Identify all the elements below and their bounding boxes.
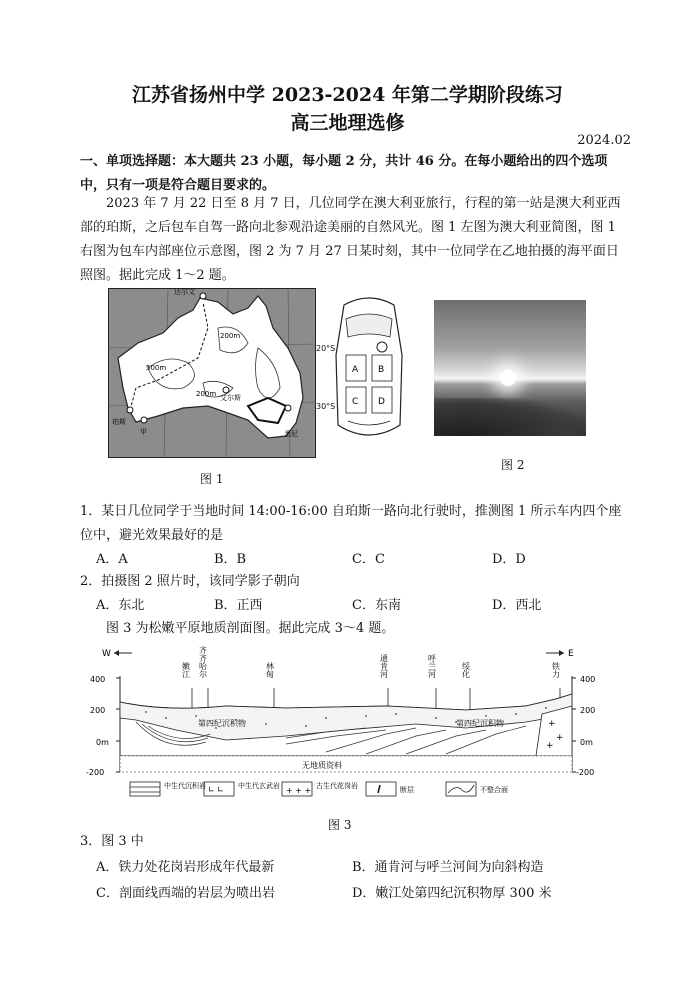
layer-label-3: 无地质资料	[302, 761, 342, 770]
legend-unconformity: 不整合面	[480, 786, 508, 794]
fig2-caption: 图 2	[501, 458, 525, 472]
svg-text:+ + +: + + +	[286, 786, 312, 795]
left-tick-400: 400	[90, 675, 106, 684]
seat-b: B	[378, 365, 385, 375]
legend-mesozoic-sedimentary: 中生代沉积岩	[164, 782, 206, 790]
q1-option-b[interactable]: B．B	[214, 552, 247, 567]
layer-label-2: 第四纪沉积物	[456, 719, 504, 728]
svg-text:∟ ∟: ∟ ∟	[208, 785, 224, 794]
label-c200b: 200m	[196, 390, 217, 398]
left-tick-200: 200	[90, 706, 106, 715]
left-tick-neg200: -200	[86, 768, 105, 777]
paper-subtitle: 高三地理选修	[290, 112, 405, 134]
label-lat30: 30°S	[316, 402, 336, 411]
place-qiqihar: 齐齐哈尔	[198, 646, 208, 678]
seat-d: D	[378, 397, 385, 407]
paper-date: 2024.02	[577, 133, 631, 148]
place-nenjiang: 嫩江	[181, 662, 191, 678]
west-label: W	[102, 649, 111, 659]
right-tick-400: 400	[580, 675, 596, 684]
label-darwin: 达尔文	[174, 288, 195, 296]
legend-paleozoic-granite: 古生代花岗岩	[316, 782, 358, 790]
section-heading: 一、单项选择题：本大题共 23 小题，每小题 2 分，共计 46 分。在每小题给出的四个选项中，只有一项是符合题目要求的。	[80, 154, 608, 193]
legend-mesozoic-basalt: 中生代玄武岩	[238, 782, 280, 790]
geologic-cross-section	[86, 644, 606, 804]
q1-stem: 1．某日几位同学于当地时间 14:00-16:00 自珀斯一路向北行驶时，推测图 1 所示车内四个座位中，避光效果最好的是	[80, 504, 622, 543]
label-sydney: 悉尼	[284, 430, 298, 438]
paper-title: 江苏省扬州中学 2023-2024 年第二学期阶段练习	[132, 84, 563, 106]
svg-text:+: +	[556, 733, 564, 743]
sunset-photo	[434, 300, 586, 436]
intro2-paragraph: 图 3 为松嫩平原地质剖面图。据此完成 3～4 题。	[106, 621, 395, 636]
seat-c: C	[352, 397, 359, 407]
q1-option-a[interactable]: A．A	[96, 552, 128, 567]
svg-text:+: +	[548, 719, 556, 729]
australia-map	[108, 288, 316, 458]
place-suihua: 绥化	[461, 662, 471, 678]
q3-option-b[interactable]: B．通肯河与呼兰河间为向斜构造	[352, 860, 544, 875]
right-tick-0: 0m	[580, 738, 593, 747]
place-hulan: 呼兰河	[427, 654, 437, 678]
fig1-caption: 图 1	[200, 472, 224, 486]
left-tick-0: 0m	[96, 738, 109, 747]
label-c500: 500m	[146, 364, 167, 372]
q1-option-c[interactable]: C．C	[352, 552, 385, 567]
place-tieli: 铁力	[551, 662, 561, 678]
q1-option-d[interactable]: D．D	[492, 552, 526, 567]
q3-option-a[interactable]: A．铁力处花岗岩形成年代最新	[96, 860, 275, 875]
q2-stem: 2．拍摄图 2 照片时，该同学影子朝向	[80, 574, 300, 589]
sun-icon	[500, 370, 516, 386]
label-c200a: 200m	[220, 332, 241, 340]
east-label: E	[568, 649, 574, 659]
layer-label-1: 第四纪沉积物	[198, 719, 246, 728]
legend-fault: 断层	[400, 786, 414, 794]
q3-stem: 3．图 3 中	[80, 834, 144, 849]
q3-option-c[interactable]: C．剖面线西端的岩层为喷出岩	[96, 886, 275, 901]
q2-option-d[interactable]: D．西北	[492, 598, 542, 613]
intro-paragraph: 2023 年 7 月 22 日至 8 月 7 日，几位同学在澳大利亚旅行，行程的第一站是澳大利亚西部的珀斯，之后包车自驾一路向北参观沿途美丽的自然风光。图 1 左图为澳大利亚简图，图 1 右图为包车内部座位示意图，图 2 为 7 月 27 日某时刻，其中一位同学在乙地拍摄的海平面日照图。据此完成 1～2 题。	[80, 196, 621, 283]
fig3-caption: 图 3	[328, 818, 352, 832]
car-seat-diagram	[332, 295, 406, 447]
svg-text:+: +	[546, 741, 554, 751]
label-perth: 珀斯	[112, 418, 126, 426]
place-tongken: 通肯河	[379, 654, 389, 678]
q2-option-c[interactable]: C．东南	[352, 598, 401, 613]
seat-a: A	[352, 365, 359, 375]
q2-option-a[interactable]: A．东北	[96, 598, 145, 613]
right-tick-200: 200	[580, 706, 596, 715]
label-jia: 甲	[140, 428, 147, 436]
q3-option-d[interactable]: D．嫩江处第四纪沉积物厚 300 米	[352, 886, 552, 901]
label-alice: 艾尔斯	[220, 394, 241, 402]
right-tick-neg200: -200	[576, 768, 595, 777]
q2-option-b[interactable]: B．正西	[214, 598, 263, 613]
label-lat20: 20°S	[316, 344, 336, 353]
place-lindian: 林甸	[265, 662, 275, 678]
